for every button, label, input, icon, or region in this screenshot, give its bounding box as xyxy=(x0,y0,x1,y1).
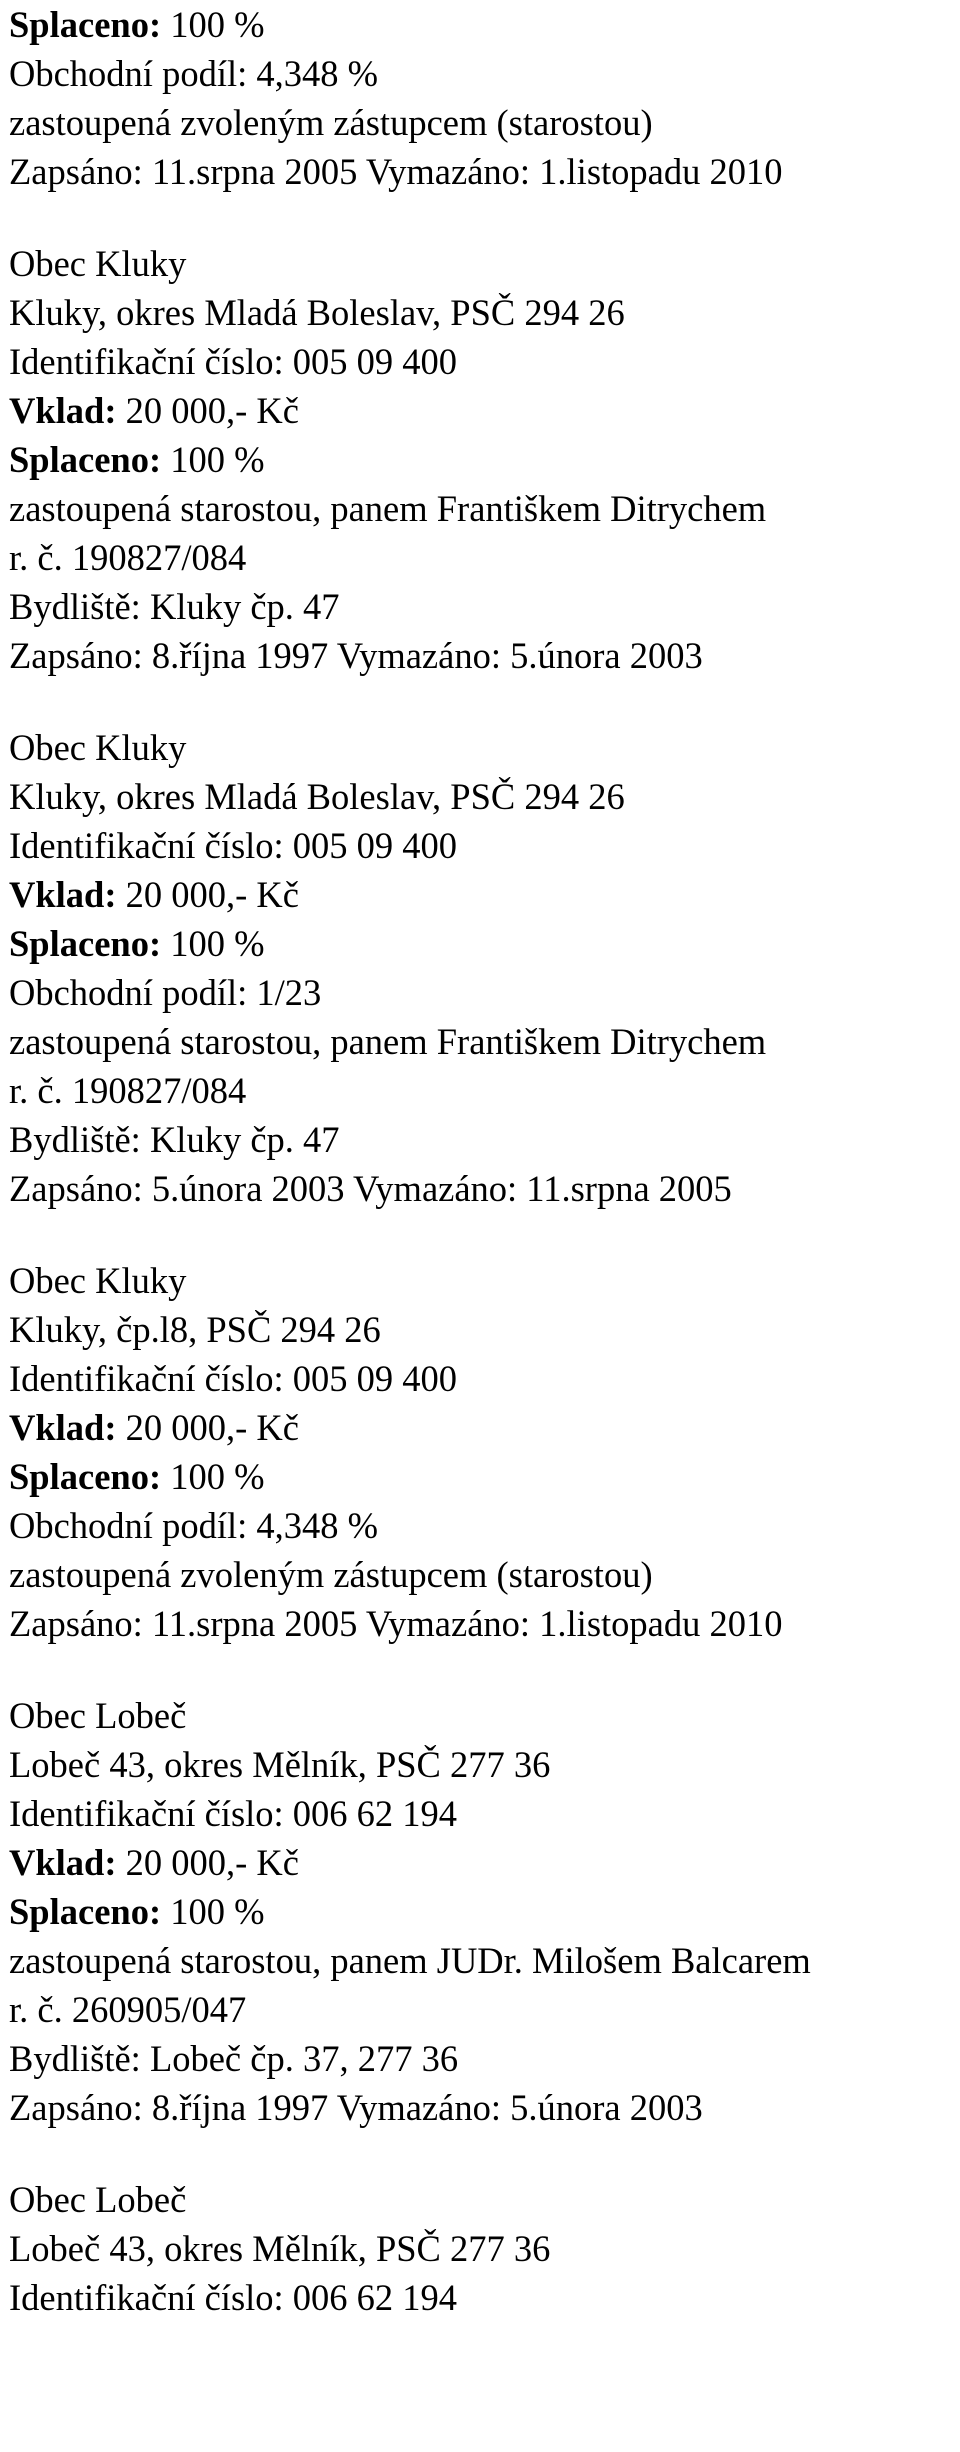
record-line xyxy=(9,1936,959,1985)
line-text: r. č. 260905/047 xyxy=(9,1989,247,2030)
line-text: 20 000,- Kč xyxy=(116,874,299,915)
record-line xyxy=(9,0,959,49)
record-line xyxy=(9,98,959,147)
record-line xyxy=(9,1550,959,1599)
record-line xyxy=(9,582,959,631)
record-block xyxy=(9,1256,959,1648)
field-label: Splaceno: xyxy=(9,439,162,480)
line-text: Bydliště: Lobeč čp. 37, 277 36 xyxy=(9,2038,459,2079)
line-text: 20 000,- Kč xyxy=(116,1407,299,1448)
line-text: Identifikační číslo: 005 09 400 xyxy=(9,825,458,866)
line-text: Identifikační číslo: 005 09 400 xyxy=(9,341,458,382)
record-line xyxy=(9,1354,959,1403)
line-text: 20 000,- Kč xyxy=(116,390,299,431)
record-line xyxy=(9,2224,959,2273)
block-separator xyxy=(9,2132,959,2175)
line-text: zastoupená zvoleným zástupcem (starostou) xyxy=(9,1554,653,1595)
record-line xyxy=(9,484,959,533)
line-text: 100 % xyxy=(161,1891,265,1932)
record-line xyxy=(9,1403,959,1452)
record-line xyxy=(9,1985,959,2034)
record-line xyxy=(9,968,959,1017)
record-block xyxy=(9,723,959,1213)
record-line xyxy=(9,1691,959,1740)
record-line xyxy=(9,1838,959,1887)
record-line xyxy=(9,821,959,870)
line-text: r. č. 190827/084 xyxy=(9,537,247,578)
line-text: zastoupená zvoleným zástupcem (starostou) xyxy=(9,102,653,143)
line-text: Obec Kluky xyxy=(9,727,187,768)
line-text: Obec Kluky xyxy=(9,243,187,284)
record-line xyxy=(9,631,959,680)
line-text: Identifikační číslo: 006 62 194 xyxy=(9,1793,458,1834)
line-text: 100 % xyxy=(161,439,265,480)
line-text: Lobeč 43, okres Mělník, PSČ 277 36 xyxy=(9,2228,551,2269)
field-label: Vklad: xyxy=(9,1407,117,1448)
record-line xyxy=(9,1017,959,1066)
line-text: Bydliště: Kluky čp. 47 xyxy=(9,1119,340,1160)
line-text: Obec Lobeč xyxy=(9,1695,187,1736)
record-block xyxy=(9,239,959,680)
line-text: Obchodní podíl: 4,348 % xyxy=(9,53,379,94)
line-text: Kluky, čp.l8, PSČ 294 26 xyxy=(9,1309,381,1350)
block-separator xyxy=(9,680,959,723)
record-line xyxy=(9,1740,959,1789)
line-text: Obec Lobeč xyxy=(9,2179,187,2220)
record-line xyxy=(9,1599,959,1648)
field-label: Splaceno: xyxy=(9,4,162,45)
field-label: Splaceno: xyxy=(9,1891,162,1932)
line-text: zastoupená starostou, panem Františkem Ditrychem xyxy=(9,488,767,529)
record-block xyxy=(9,0,959,196)
record-line xyxy=(9,772,959,821)
field-label: Splaceno: xyxy=(9,1456,162,1497)
record-line xyxy=(9,1452,959,1501)
record-line xyxy=(9,2034,959,2083)
record-line xyxy=(9,1887,959,1936)
line-text: Zapsáno: 5.února 2003 Vymazáno: 11.srpna 2005 xyxy=(9,1168,732,1209)
field-label: Splaceno: xyxy=(9,923,162,964)
line-text: Bydliště: Kluky čp. 47 xyxy=(9,586,340,627)
record-line xyxy=(9,386,959,435)
block-separator xyxy=(9,196,959,239)
record-block xyxy=(9,2175,959,2322)
block-separator xyxy=(9,1648,959,1691)
record-line xyxy=(9,870,959,919)
field-label: Vklad: xyxy=(9,390,117,431)
line-text: 100 % xyxy=(161,923,265,964)
record-line xyxy=(9,1066,959,1115)
record-line xyxy=(9,435,959,484)
line-text: zastoupená starostou, panem JUDr. Milošem Balcarem xyxy=(9,1940,811,1981)
line-text: zastoupená starostou, panem Františkem Ditrychem xyxy=(9,1021,767,1062)
document-page xyxy=(9,0,959,2322)
line-text: Zapsáno: 11.srpna 2005 Vymazáno: 1.listopadu 2010 xyxy=(9,1603,783,1644)
line-text: Identifikační číslo: 006 62 194 xyxy=(9,2277,458,2318)
record-line xyxy=(9,723,959,772)
line-text: Identifikační číslo: 005 09 400 xyxy=(9,1358,458,1399)
line-text: 100 % xyxy=(161,4,265,45)
record-line xyxy=(9,2175,959,2224)
line-text: Obec Kluky xyxy=(9,1260,187,1301)
line-text: Kluky, okres Mladá Boleslav, PSČ 294 26 xyxy=(9,292,625,333)
line-text: 100 % xyxy=(161,1456,265,1497)
record-line xyxy=(9,919,959,968)
record-line xyxy=(9,533,959,582)
record-line xyxy=(9,1256,959,1305)
line-text: 20 000,- Kč xyxy=(116,1842,299,1883)
line-text: Lobeč 43, okres Mělník, PSČ 277 36 xyxy=(9,1744,551,1785)
record-line xyxy=(9,49,959,98)
line-text: Zapsáno: 11.srpna 2005 Vymazáno: 1.listopadu 2010 xyxy=(9,151,783,192)
line-text: Zapsáno: 8.října 1997 Vymazáno: 5.února 2003 xyxy=(9,635,703,676)
record-line xyxy=(9,288,959,337)
record-line xyxy=(9,1164,959,1213)
line-text: Obchodní podíl: 1/23 xyxy=(9,972,322,1013)
record-line xyxy=(9,1789,959,1838)
line-text: r. č. 190827/084 xyxy=(9,1070,247,1111)
line-text: Obchodní podíl: 4,348 % xyxy=(9,1505,379,1546)
line-text: Kluky, okres Mladá Boleslav, PSČ 294 26 xyxy=(9,776,625,817)
record-line xyxy=(9,147,959,196)
field-label: Vklad: xyxy=(9,1842,117,1883)
record-line xyxy=(9,239,959,288)
record-line xyxy=(9,2273,959,2322)
field-label: Vklad: xyxy=(9,874,117,915)
line-text: Zapsáno: 8.října 1997 Vymazáno: 5.února 2003 xyxy=(9,2087,703,2128)
record-line xyxy=(9,1305,959,1354)
record-block xyxy=(9,1691,959,2132)
record-line xyxy=(9,337,959,386)
block-separator xyxy=(9,1213,959,1256)
record-line xyxy=(9,1501,959,1550)
record-line xyxy=(9,1115,959,1164)
record-line xyxy=(9,2083,959,2132)
